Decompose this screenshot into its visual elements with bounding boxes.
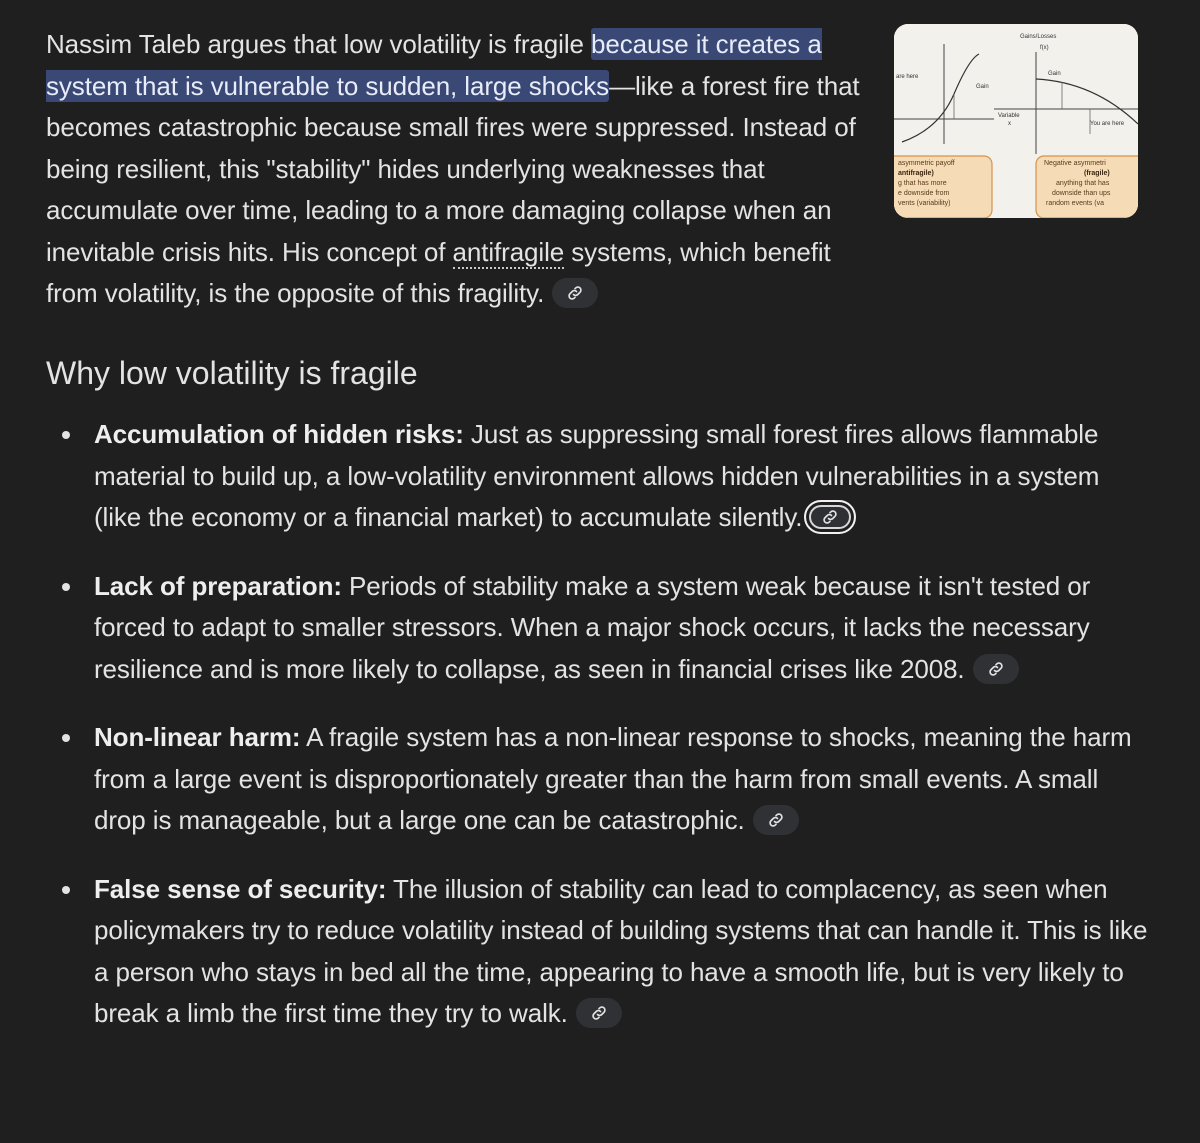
intro-text-middle: —like a forest fire that becomes catastrophic because small fires were suppressed. Instead of being resilient, this "stability" hides underlying weaknesses that accumulate over time, leading to a more damaging collapse when an inevitable crisis hits. His concept of	[46, 70, 860, 267]
right-box-line-2: (fragile)	[1084, 170, 1110, 177]
bullet-icon	[62, 431, 70, 439]
left-box-line-5: vents (variability)	[898, 200, 951, 207]
right-box-line-4: downside than ups	[1052, 190, 1111, 197]
right-header-line-1: Gains/Losses	[1020, 34, 1057, 40]
list-item-text: A fragile system has a non-linear response to shocks, meaning the harm from a large event is disproportionately greater than the harm from small events. A small drop is manageable, but a large one can be catastrophic.	[94, 722, 1132, 835]
list-item	[0, 869, 1200, 1035]
left-here-label: are here	[896, 74, 919, 80]
section-heading: Why low volatility is fragile	[46, 355, 418, 391]
link-icon	[590, 1004, 608, 1022]
list-item-text: Periods of stability make a system weak because it isn't tested or forced to adapt to smaller stressors. When a major shock occurs, it lacks the necessary resilience and is more likely to collapse, as seen in financial crises like 2008.	[94, 570, 1091, 684]
list-item-title: Accumulation of hidden risks:	[94, 419, 464, 449]
bullet-icon	[62, 886, 70, 894]
antifragile-diagram-thumbnail[interactable]	[894, 24, 1138, 218]
intro-source-link-button[interactable]	[552, 278, 598, 308]
list-item	[0, 566, 1200, 691]
list-item-title: False sense of security:	[94, 873, 387, 904]
highlighted-phrase: because it creates a system that is vulnerable to sudden, large shocks	[46, 29, 822, 101]
bullet-icon	[62, 583, 70, 591]
list-item-title: Non-linear harm:	[94, 722, 301, 752]
right-gain-label: Gain	[1048, 71, 1061, 77]
left-box-line-2: antifragile)	[898, 170, 934, 177]
source-link-button[interactable]	[804, 500, 856, 534]
reasons-list	[0, 414, 1200, 1062]
link-icon	[767, 811, 785, 829]
right-header-line-2: f(x)	[1040, 45, 1049, 51]
list-item-text: Just as suppressing small forest fires allows flammable material to build up, a low-volatility environment allows hidden vulnerabilities in a system (like the economy or a financial market) to accumulate silently.	[94, 419, 1100, 532]
list-item-title: Lack of preparation:	[94, 570, 342, 601]
you-are-here-label: You are here	[1090, 121, 1125, 127]
left-box-line-3: g that has more	[898, 180, 947, 187]
diagram-image	[894, 24, 1138, 218]
link-icon	[821, 508, 839, 526]
variable-sub-label: x	[1008, 121, 1011, 127]
list-item	[0, 717, 1200, 842]
right-box-line-5: random events (va	[1046, 200, 1104, 207]
left-box-line-4: e downside from	[898, 190, 950, 197]
variable-label: Variable	[998, 113, 1020, 119]
list-item	[0, 414, 1200, 539]
list-item-text: The illusion of stability can lead to complacency, as seen when policymakers try to reduce volatility instead of building systems that can handle it. This is like a person who stays in bed all the time, appearing to have a smooth life, but is very likely to break a limb the first time they try to walk.	[94, 873, 1148, 1028]
intro-paragraph	[46, 24, 876, 315]
right-box-line-1: Negative asymmetri	[1044, 160, 1106, 167]
antifragile-term-link[interactable]: antifragile	[452, 236, 565, 267]
link-icon	[566, 284, 584, 302]
link-icon	[987, 660, 1005, 678]
source-link-button[interactable]	[576, 998, 622, 1028]
source-link-button[interactable]	[753, 805, 799, 835]
intro-text-start: Nassim Taleb argues that low volatility is fragile	[46, 29, 591, 59]
bullet-icon	[62, 734, 70, 742]
left-box-line-1: asymmetric payoff	[898, 160, 955, 167]
source-link-button[interactable]	[973, 654, 1019, 684]
intro-text-end: systems, which benefit from volatility, is the opposite of this fragility.	[46, 236, 831, 308]
right-box-line-3: anything that has	[1056, 180, 1110, 187]
left-gain-label: Gain	[976, 84, 989, 90]
